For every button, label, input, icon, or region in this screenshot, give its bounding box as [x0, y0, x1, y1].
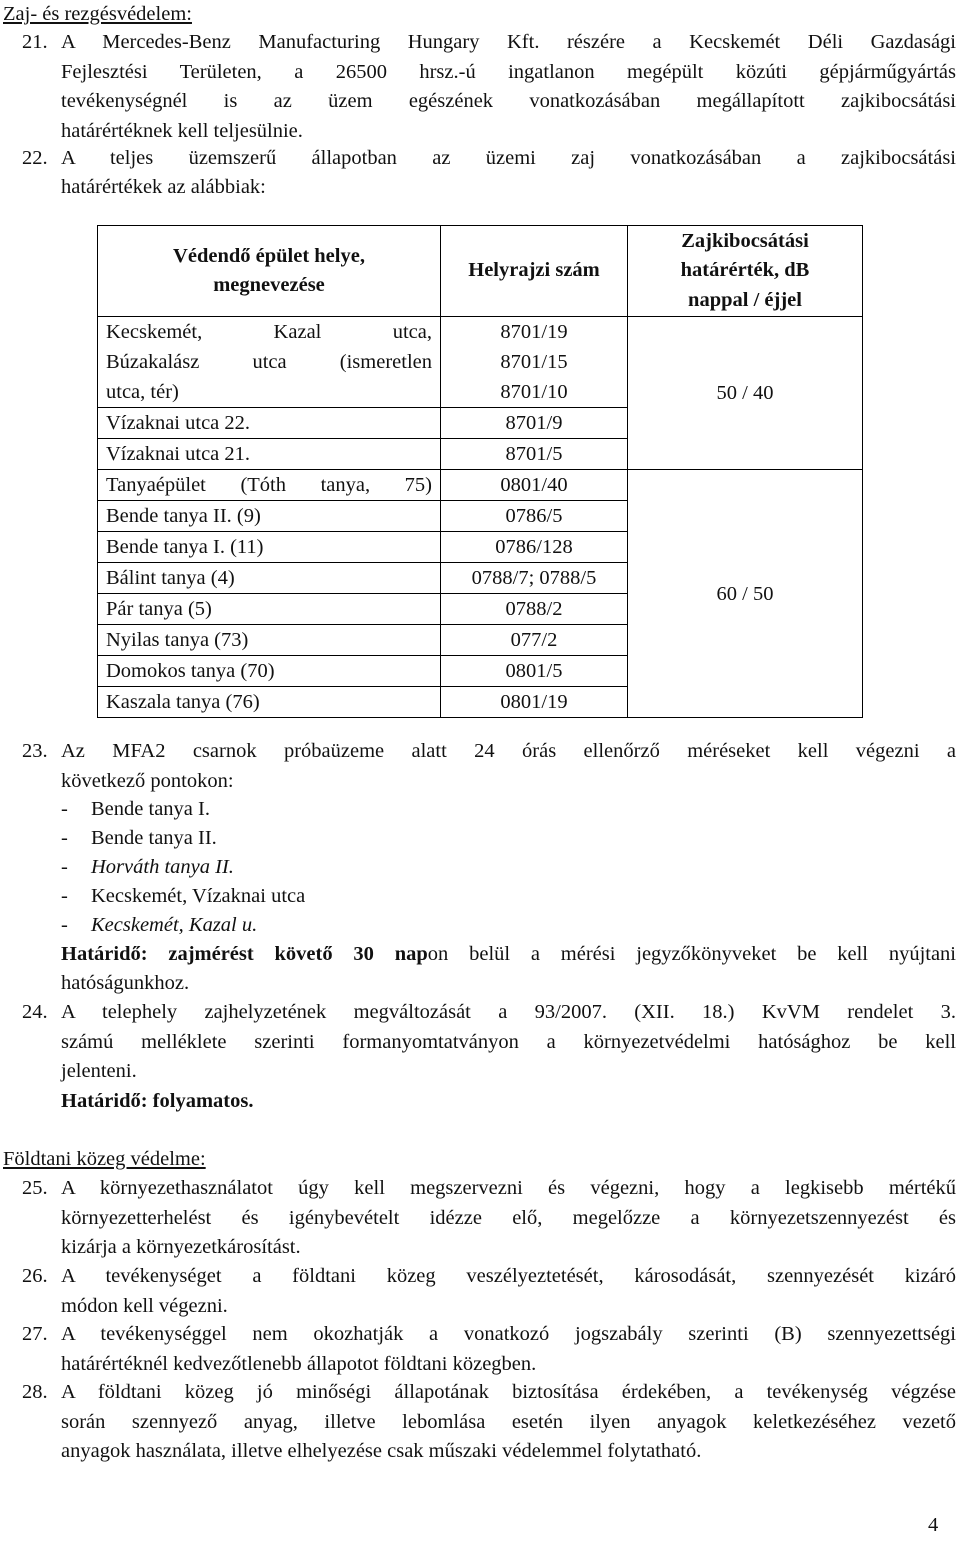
text-line: A teljes üzemszerű állapotban az üzemi zaj vonatkozásában a zajkibocsátási	[61, 147, 956, 169]
item-number: 25.	[22, 1177, 48, 1199]
item-number: 28.	[22, 1381, 48, 1403]
text-line: A földtani közeg jó minőségi állapotának biztosítása érdekében, a tevékenység végzése	[61, 1381, 956, 1403]
text-line: határértékek az alábbiak:	[61, 176, 266, 198]
item-number: 24.	[22, 1001, 48, 1023]
table-row	[98, 317, 863, 408]
cell-parcel: 8701/5	[441, 439, 628, 470]
item-number: 27.	[22, 1323, 48, 1345]
cell-location: Tanyaépület (Tóth tanya, 75)	[98, 470, 441, 501]
cell-location: Vízaknai utca 21.	[98, 439, 441, 470]
text-line: környezetterhelést és igénybevételt idézze elő, megelőzze a környezetszennyezést és	[61, 1206, 956, 1229]
text-line: A Mercedes-Benz Manufacturing Hungary Kft. részére a Kecskemét Déli Gazdasági	[61, 31, 956, 53]
text-line: tevékenységnél is az üzem egészének vonatkozásában megállapított zajkibocsátási	[61, 90, 956, 112]
cell-location: Vízaknai utca 22.	[98, 408, 441, 439]
item-number: 21.	[22, 31, 48, 53]
paragraph-28	[22, 1378, 956, 1467]
bullet-item: - Bende tanya I.	[61, 798, 210, 820]
text-line: A tevékenységet a földtani közeg veszélyeztetését, károsodását, szennyezését kizáró	[61, 1265, 956, 1287]
noise-limit-table	[97, 225, 863, 718]
text-line: Fejlesztési Területen, a 26500 hrsz.-ú ingatlanon megépült közúti gépjárműgyártás	[61, 60, 956, 83]
cell-location: Bende tanya I. (11)	[98, 532, 441, 563]
cell-location: Pár tanya (5)	[98, 594, 441, 625]
paragraph-21	[22, 28, 956, 146]
table-row	[98, 470, 863, 501]
table-header-row	[98, 226, 863, 317]
cell-location: Nyilas tanya (73)	[98, 625, 441, 656]
cell-limit-group-2: 60 / 50	[628, 470, 863, 718]
text-line: határértéknek kell teljesülnie.	[61, 119, 303, 142]
paragraph-23	[22, 737, 956, 796]
bullet-item: - Kecskemét, Vízaknai utca	[61, 885, 306, 907]
text-line: számú melléklete szerinti formanyomtatványon a környezetvédelmi hatósághoz be kell	[61, 1030, 956, 1053]
bullet-item: - Horváth tanya II.	[61, 856, 234, 878]
section-heading-noise: Zaj- és rezgésvédelem:	[3, 3, 192, 25]
text-line: kizárja a környezetkárosítást.	[61, 1236, 301, 1258]
text-line: A tevékenységgel nem okozhatják a vonatkozó jogszabály szerinti (B) szennyezettségi	[61, 1323, 956, 1345]
section-heading-geology: Földtani közeg védelme:	[3, 1148, 206, 1170]
header-parcel: Helyrajzi szám	[441, 226, 628, 317]
text-line: során szennyező anyag, illetve lebomlása esetén ilyen anyagok keletkezéséhez vezető	[61, 1410, 956, 1433]
text-line: következő pontokon:	[61, 769, 234, 792]
cell-location: Bálint tanya (4)	[98, 563, 441, 594]
cell-parcel: 0788/2	[441, 594, 628, 625]
bullet-item: - Bende tanya II.	[61, 827, 217, 849]
cell-limit-group-1: 50 / 40	[628, 317, 863, 470]
text-line: Az MFA2 csarnok próbaüzeme alatt 24 órás ellenőrző méréseket kell végezni a	[61, 740, 956, 762]
text-line: A környezethasználatot úgy kell megszervezni és végezni, hogy a legkisebb mértékű	[61, 1177, 956, 1199]
deadline-23: Határidő: zajmérést követő 30 napon belül a mérési jegyzőkönyveket be kell nyújtani	[61, 943, 957, 965]
cell-location: Bende tanya II. (9)	[98, 501, 441, 532]
paragraph-26	[22, 1262, 956, 1321]
cell-location: Kaszala tanya (76)	[98, 687, 441, 718]
page-number: 4	[928, 1514, 939, 1536]
cell-parcel: 0786/128	[441, 532, 628, 563]
header-location: Védendő épület helye, megnevezése	[98, 226, 441, 317]
paragraph-24	[22, 998, 956, 1087]
header-limit: Zajkibocsátási határérték, dB nappal / éjjel	[628, 226, 863, 317]
text-line: hatóságunkhoz.	[61, 972, 190, 994]
text-line: A telephely zajhelyzetének megváltozását a 93/2007. (XII. 18.) KvVM rendelet 3.	[61, 1001, 956, 1023]
item-number: 23.	[22, 740, 48, 762]
cell-parcel: 0801/5	[441, 656, 628, 687]
cell-location: Kecskemét, Kazal utca, Búzakalász utca (ismeretlen utca, tér)	[98, 317, 441, 408]
text-line: anyagok használata, illetve elhelyezése csak műszaki védelemmel folytatható.	[61, 1440, 702, 1462]
cell-parcel: 8701/9	[441, 408, 628, 439]
deadline-24: Határidő: folyamatos.	[61, 1090, 254, 1112]
cell-parcel: 8701/19 8701/15 8701/10	[441, 317, 628, 408]
text-line: határértéknél kedvezőtlenebb állapotot földtani közegben.	[61, 1352, 537, 1375]
text-line: módon kell végezni.	[61, 1294, 228, 1317]
item-number: 22.	[22, 147, 48, 169]
cell-parcel: 0801/19	[441, 687, 628, 718]
paragraph-27	[22, 1320, 956, 1379]
cell-location: Domokos tanya (70)	[98, 656, 441, 687]
item-number: 26.	[22, 1265, 48, 1287]
cell-parcel: 077/2	[441, 625, 628, 656]
paragraph-25	[22, 1174, 956, 1263]
paragraph-22	[22, 144, 956, 174]
cell-parcel: 0786/5	[441, 501, 628, 532]
bullet-item: - Kecskemét, Kazal u.	[61, 914, 258, 936]
cell-parcel: 0801/40	[441, 470, 628, 501]
cell-parcel: 0788/7; 0788/5	[441, 563, 628, 594]
text-line: jelenteni.	[61, 1060, 137, 1082]
